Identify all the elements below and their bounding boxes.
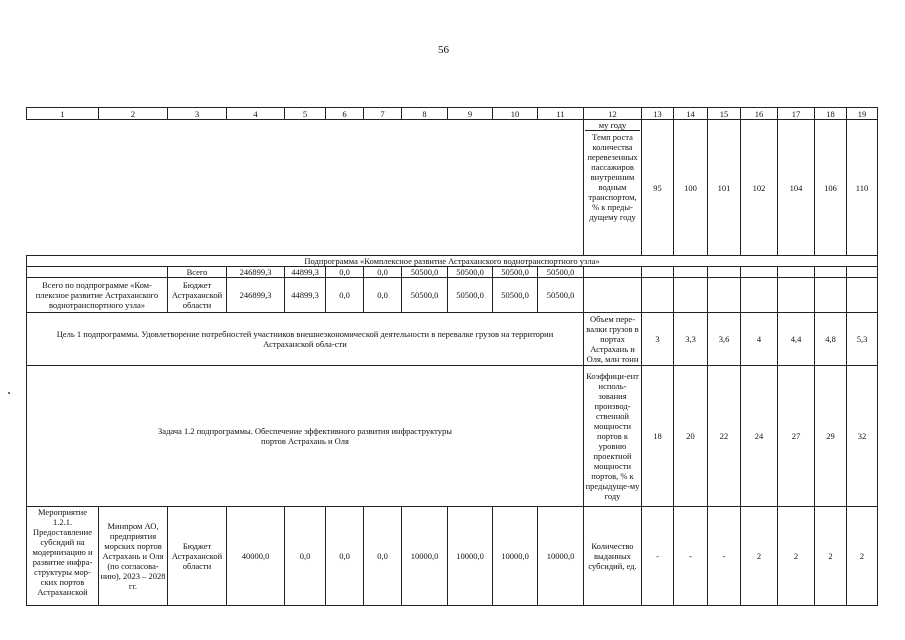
header-row bbox=[27, 108, 878, 120]
margin-mark bbox=[8, 392, 10, 394]
value-cell: 18 bbox=[642, 366, 674, 507]
total-row bbox=[27, 267, 878, 278]
header-cell: 18 bbox=[815, 108, 847, 120]
value-cell: 44899,3 bbox=[285, 267, 326, 278]
value-cell: 4,4 bbox=[778, 313, 815, 366]
value-cell: 102 bbox=[741, 120, 778, 256]
value-cell: 106 bbox=[815, 120, 847, 256]
funding-source: Бюджет Астраханской области bbox=[168, 507, 227, 606]
result-cell: 2 bbox=[847, 507, 878, 606]
value-cell: 246899,3 bbox=[227, 267, 285, 278]
value-cell: 50500,0 bbox=[538, 267, 584, 278]
value-cell: 110 bbox=[847, 120, 878, 256]
empty-cell bbox=[27, 120, 584, 256]
value-cell: 24 bbox=[741, 366, 778, 507]
empty-cell bbox=[584, 278, 642, 313]
value-cell: 29 bbox=[815, 366, 847, 507]
header-cell: 4 bbox=[227, 108, 285, 120]
empty-cell bbox=[778, 278, 815, 313]
value-cell: 246899,3 bbox=[227, 278, 285, 313]
empty-cell bbox=[741, 267, 778, 278]
header-cell: 13 bbox=[642, 108, 674, 120]
empty-cell bbox=[708, 278, 741, 313]
empty-cell bbox=[815, 267, 847, 278]
value-cell: 0,0 bbox=[326, 267, 364, 278]
result-cell: 2 bbox=[741, 507, 778, 606]
subprogram-row bbox=[27, 256, 878, 267]
value-cell: 27 bbox=[778, 366, 815, 507]
empty-cell bbox=[584, 267, 642, 278]
measure-name: Мероприятие 1.2.1. Предоставление субсидий на модернизацию и развитие инфра-структуры мор-ских портов Астраханской bbox=[27, 507, 99, 606]
value-cell: 0,0 bbox=[364, 267, 402, 278]
value-cell: 50500,0 bbox=[402, 278, 448, 313]
empty-cell bbox=[815, 278, 847, 313]
value-cell: 100 bbox=[674, 120, 708, 256]
value-cell: 50500,0 bbox=[448, 278, 493, 313]
header-cell: 1 bbox=[27, 108, 99, 120]
header-cell: 8 bbox=[402, 108, 448, 120]
measure-executor: Минпром АО, предприятия морских портов Астрахань и Оля (по согласова-нию), 2023 – 2028 гг. bbox=[99, 507, 168, 606]
page-number: 56 bbox=[438, 44, 449, 56]
program-table bbox=[26, 107, 878, 606]
empty-cell bbox=[847, 267, 878, 278]
result-cell: - bbox=[674, 507, 708, 606]
value-cell: 4 bbox=[741, 313, 778, 366]
value-cell: 0,0 bbox=[285, 507, 326, 606]
value-cell: 3,6 bbox=[708, 313, 741, 366]
result-cell: 2 bbox=[815, 507, 847, 606]
header-cell: 11 bbox=[538, 108, 584, 120]
header-cell: 10 bbox=[493, 108, 538, 120]
passenger-row bbox=[27, 120, 878, 256]
value-cell: 40000,0 bbox=[227, 507, 285, 606]
goal-text: Цель 1 подпрограммы. Удовлетворение потребностей участников внешнеэкономической деятельности в перевалке грузов на территории Астраханской обла-сти bbox=[27, 313, 584, 366]
indicator-cargo: Объем пере-валки грузов в портах Астрахань и Оля, млн тонн bbox=[584, 313, 642, 366]
header-cell: 5 bbox=[285, 108, 326, 120]
value-cell: 20 bbox=[674, 366, 708, 507]
indicator-passenger bbox=[584, 120, 642, 256]
value-cell: 22 bbox=[708, 366, 741, 507]
subprogram-name: Всего по подпрограмме «Ком-плексное развитие Астраханского воднотранспортного узла» bbox=[27, 278, 168, 313]
value-cell: 10000,0 bbox=[493, 507, 538, 606]
value-cell: 50500,0 bbox=[493, 267, 538, 278]
value-cell: 95 bbox=[642, 120, 674, 256]
header-cell: 9 bbox=[448, 108, 493, 120]
task-row bbox=[27, 366, 878, 507]
empty-cell bbox=[708, 267, 741, 278]
value-cell: 5,3 bbox=[847, 313, 878, 366]
indicator-top: му году bbox=[585, 120, 640, 131]
value-cell: 10000,0 bbox=[402, 507, 448, 606]
total-label: Всего bbox=[168, 267, 227, 278]
empty-cell bbox=[674, 267, 708, 278]
empty-cell bbox=[642, 278, 674, 313]
budget-row bbox=[27, 278, 878, 313]
value-cell: 10000,0 bbox=[448, 507, 493, 606]
result-cell: - bbox=[708, 507, 741, 606]
value-cell: 104 bbox=[778, 120, 815, 256]
header-cell: 3 bbox=[168, 108, 227, 120]
value-cell: 50500,0 bbox=[448, 267, 493, 278]
value-cell: 32 bbox=[847, 366, 878, 507]
header-cell: 15 bbox=[708, 108, 741, 120]
value-cell: 0,0 bbox=[326, 278, 364, 313]
header-cell: 7 bbox=[364, 108, 402, 120]
value-cell: 0,0 bbox=[326, 507, 364, 606]
measure-row bbox=[27, 507, 878, 606]
empty-cell bbox=[847, 278, 878, 313]
value-cell: 101 bbox=[708, 120, 741, 256]
task-text: Задача 1.2 подпрограммы. Обеспечение эффективного развития инфраструктуры портов Астрахань и Оля bbox=[27, 366, 584, 507]
value-cell: 50500,0 bbox=[402, 267, 448, 278]
value-cell: 4,8 bbox=[815, 313, 847, 366]
empty-cell bbox=[778, 267, 815, 278]
header-cell: 19 bbox=[847, 108, 878, 120]
value-cell: 10000,0 bbox=[538, 507, 584, 606]
value-cell: 50500,0 bbox=[493, 278, 538, 313]
empty-cell bbox=[674, 278, 708, 313]
result-cell: 2 bbox=[778, 507, 815, 606]
goal-row bbox=[27, 313, 878, 366]
header-cell: 12 bbox=[584, 108, 642, 120]
value-cell: 0,0 bbox=[364, 278, 402, 313]
empty-cell bbox=[642, 267, 674, 278]
header-cell: 2 bbox=[99, 108, 168, 120]
empty-cell bbox=[741, 278, 778, 313]
indicator-text: Темп роста количества перевезенных пассажиров внутренним водным транспортом, % к преды-дущему году bbox=[587, 132, 638, 222]
value-cell: 50500,0 bbox=[538, 278, 584, 313]
indicator-capacity: Коэффици-ент исполь-зования производ-ственной мощности портов к уровню проектной мощности портов, % к предыдуще-му году bbox=[584, 366, 642, 507]
result-cell: - bbox=[642, 507, 674, 606]
subprogram-title: Подпрограмма «Комплексное развитие Астраханского воднотранспортного узла» bbox=[27, 256, 878, 267]
funding-source: Бюджет Астраханской области bbox=[168, 278, 227, 313]
value-cell: 3 bbox=[642, 313, 674, 366]
header-cell: 17 bbox=[778, 108, 815, 120]
header-cell: 16 bbox=[741, 108, 778, 120]
header-cell: 6 bbox=[326, 108, 364, 120]
value-cell: 0,0 bbox=[364, 507, 402, 606]
empty-cell bbox=[27, 267, 168, 278]
value-cell: 44899,3 bbox=[285, 278, 326, 313]
value-cell: 3,3 bbox=[674, 313, 708, 366]
header-cell: 14 bbox=[674, 108, 708, 120]
indicator-subsidies: Количество выданных субсидий, ед. bbox=[584, 507, 642, 606]
